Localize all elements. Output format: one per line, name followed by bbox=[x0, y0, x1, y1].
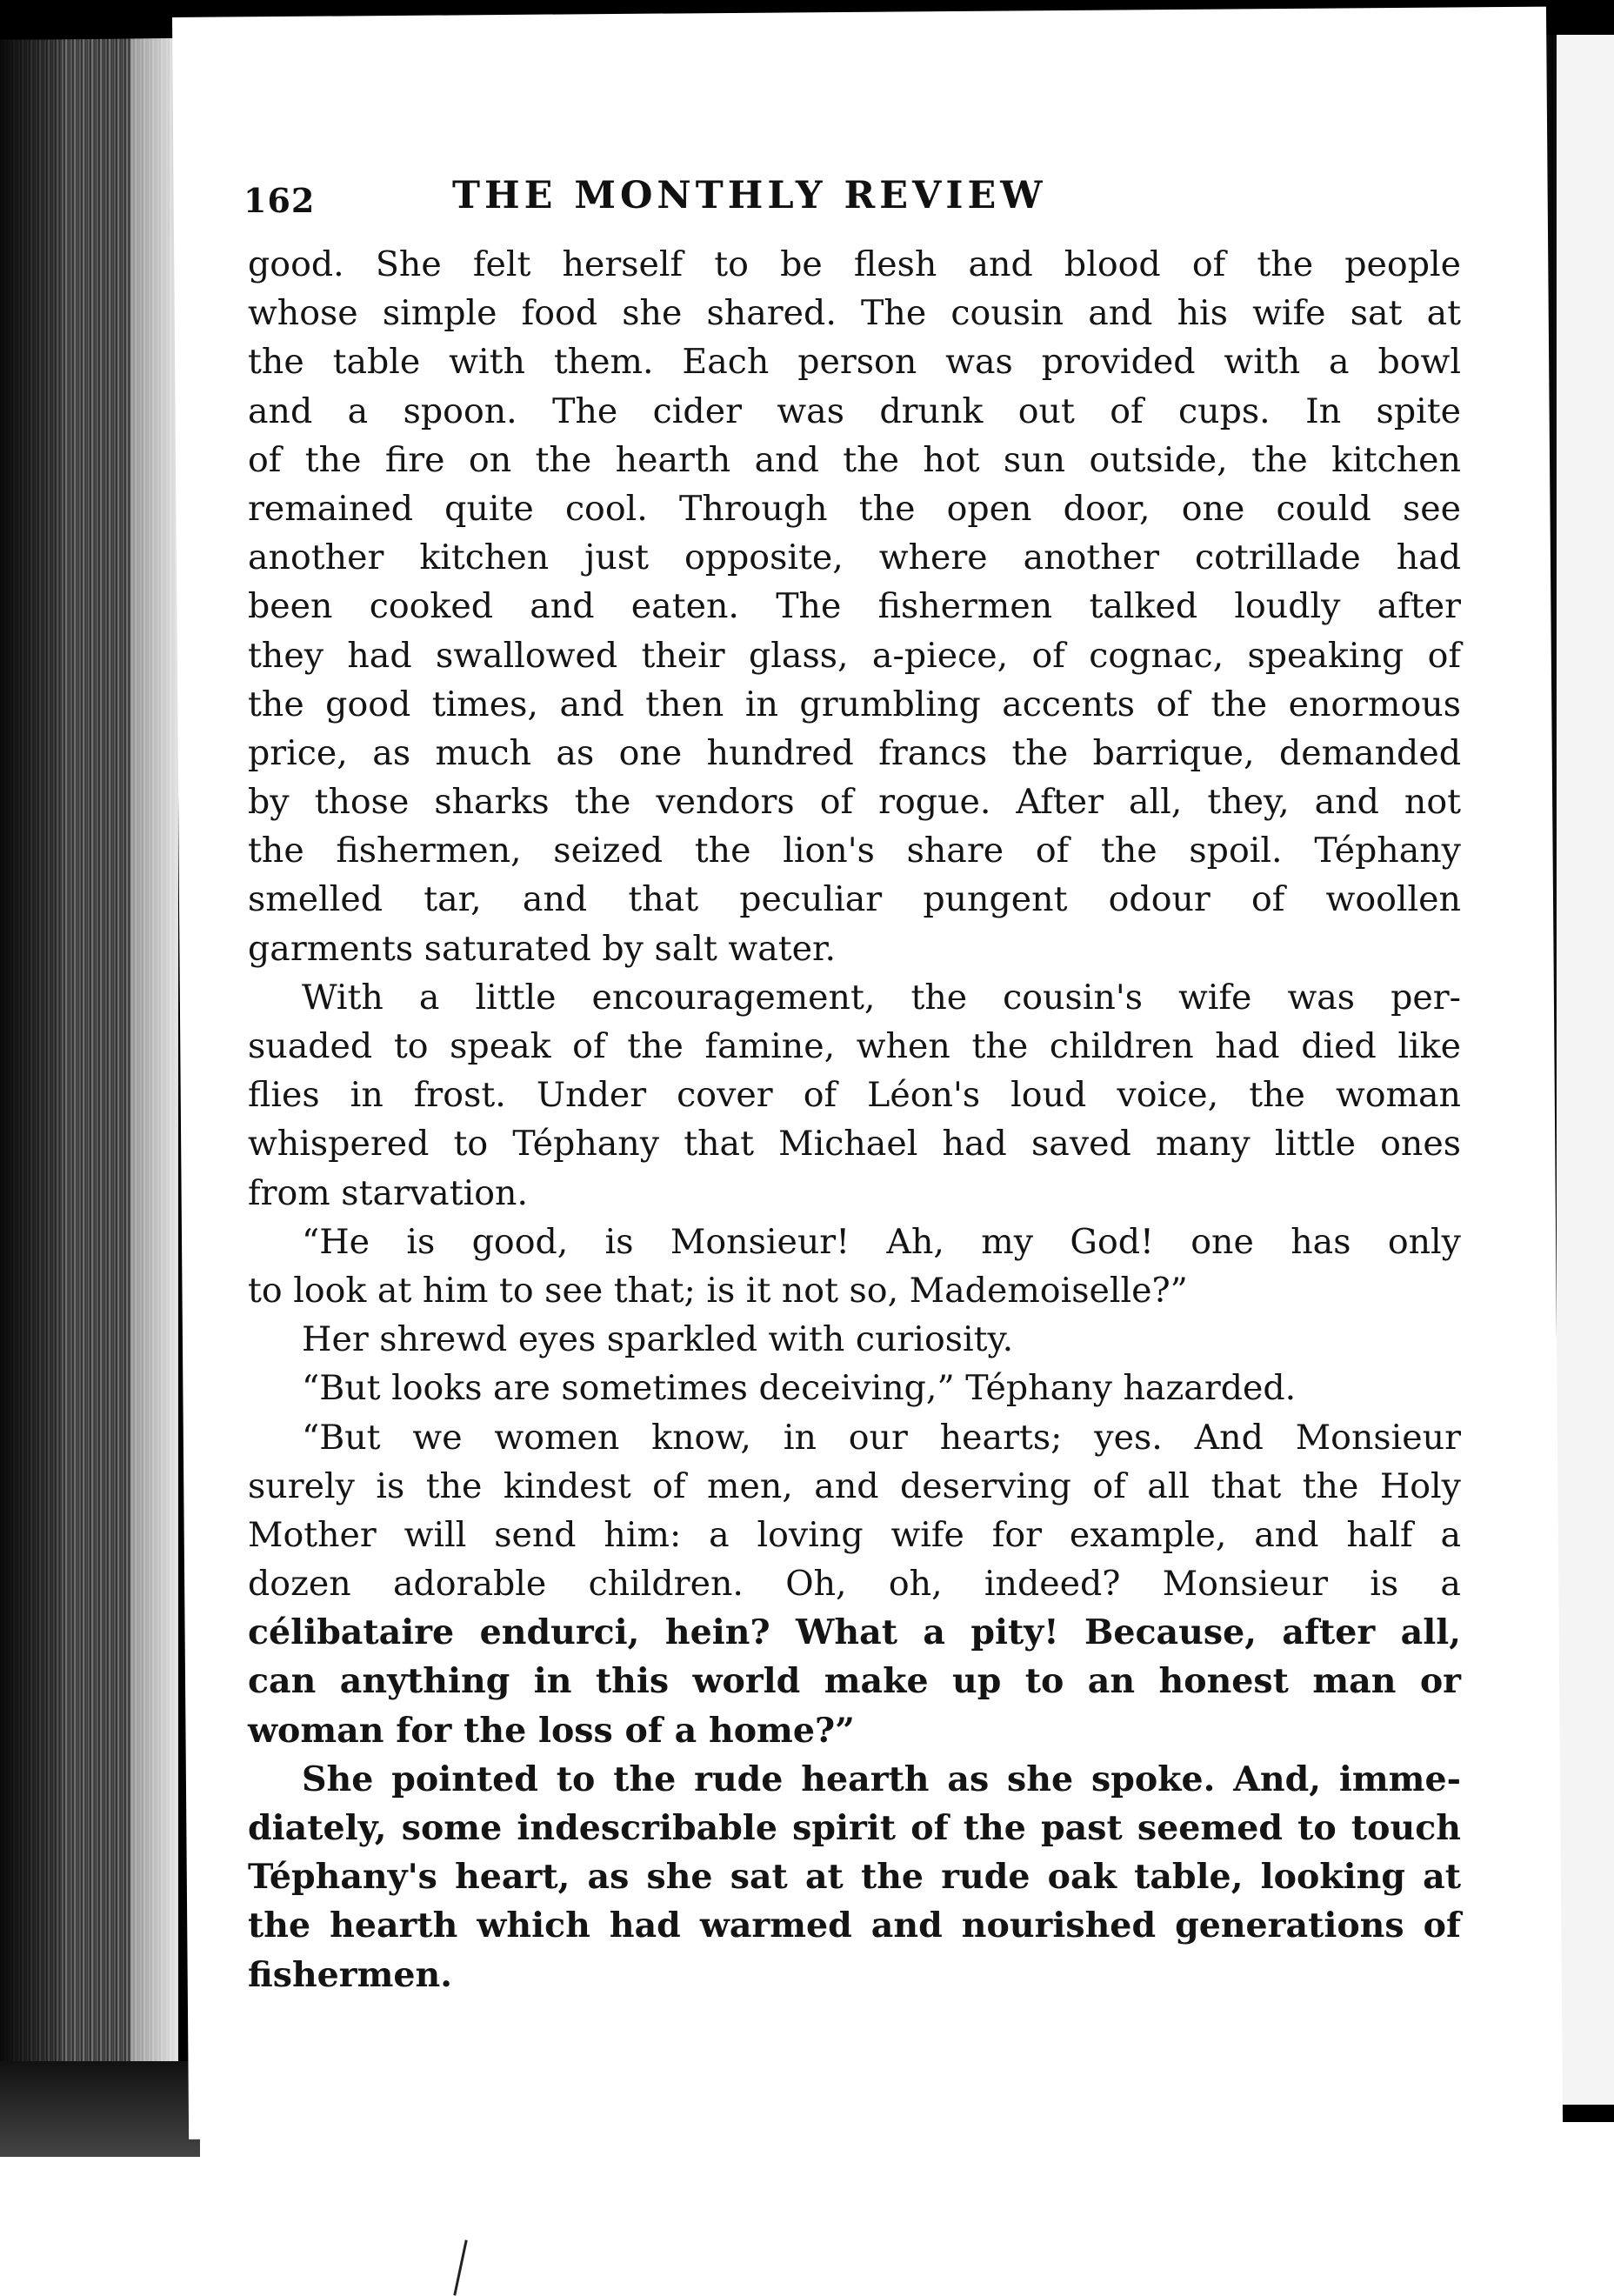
text-line: fishermen. bbox=[248, 1954, 453, 1995]
text-line: flies in frost. Under cover of Léon's loud voice, the woman bbox=[248, 1075, 1461, 1116]
text-line: dozen adorable children. Oh, oh, indeed? Monsieur is a bbox=[248, 1564, 1461, 1605]
text-line: the good times, and then in grumbling accents of the enormous bbox=[248, 684, 1461, 724]
book-bottom-edge bbox=[0, 2061, 200, 2157]
text-line: “He is good, is Monsieur! Ah, my God! one has only bbox=[302, 1221, 1461, 1262]
text-line: diately, some indescribable spirit of the past seemed to touch bbox=[248, 1808, 1461, 1848]
text-line: to look at him to see that; is it not so, Mademoiselle?” bbox=[248, 1270, 1188, 1311]
text-line: the fishermen, seized the lion's share of the spoil. Téphany bbox=[248, 831, 1461, 871]
text-line: of the fire on the hearth and the hot sun outside, the kitchen bbox=[248, 439, 1461, 480]
text-line: Her shrewd eyes sparkled with curiosity. bbox=[302, 1319, 1014, 1360]
text-line: by those sharks the vendors of rogue. After all, they, and not bbox=[248, 782, 1461, 823]
text-line: woman for the loss of a home?” bbox=[248, 1710, 855, 1751]
text-line: the table with them. Each person was provided with a bowl bbox=[248, 342, 1461, 383]
text-line: Mother will send him: a loving wife for example, and half a bbox=[248, 1514, 1461, 1555]
text-line: been cooked and eaten. The fishermen talked loudly after bbox=[248, 586, 1461, 627]
running-head bbox=[243, 174, 1444, 226]
text-line: from starvation. bbox=[248, 1172, 529, 1213]
text-line: and a spoon. The cider was drunk out of cups. In spite bbox=[248, 390, 1461, 431]
text-line: “But we women know, in our hearts; yes. And Monsieur bbox=[302, 1417, 1461, 1458]
journal-title: THE MONTHLY REVIEW bbox=[452, 174, 1047, 217]
text-line: célibataire endurci, hein? What a pity! Because, after all, bbox=[248, 1612, 1461, 1653]
text-line: Téphany's heart, as she sat at the rude oak table, looking at bbox=[248, 1857, 1461, 1898]
page-number: 162 bbox=[243, 181, 316, 220]
text-line: remained quite cool. Through the open door, one could see bbox=[248, 488, 1461, 529]
text-line: they had swallowed their glass, a-piece, of cognac, speaking of bbox=[248, 635, 1461, 676]
text-line: can anything in this world make up to an honest man or bbox=[248, 1661, 1461, 1702]
facing-page-edge bbox=[1557, 35, 1614, 2105]
text-line: the hearth which had warmed and nourished generations of bbox=[248, 1906, 1461, 1946]
text-line: another kitchen just opposite, where another cotrillade had bbox=[248, 537, 1461, 578]
left-shadow bbox=[0, 39, 61, 2066]
text-line: surely is the kindest of men, and deserving of all that the Holy bbox=[248, 1465, 1461, 1506]
text-line: She pointed to the rude hearth as she spoke. And, imme- bbox=[302, 1759, 1461, 1799]
bottom-margin bbox=[0, 2122, 1614, 2296]
text-line: smelled tar, and that peculiar pungent odour of woollen bbox=[248, 879, 1461, 920]
text-line: price, as much as one hundred francs the barrique, demanded bbox=[248, 732, 1461, 773]
text-line: garments saturated by salt water. bbox=[248, 928, 837, 969]
text-line: “But looks are sometimes deceiving,” Téphany hazarded. bbox=[302, 1368, 1297, 1409]
text-line: whose simple food she shared. The cousin and his wife sat at bbox=[248, 293, 1461, 334]
text-line: good. She felt herself to be flesh and blood of the people bbox=[248, 244, 1461, 284]
text-line: With a little encouragement, the cousin's wife was per- bbox=[302, 977, 1461, 1018]
text-line: whispered to Téphany that Michael had saved many little ones bbox=[248, 1124, 1461, 1165]
body-text bbox=[248, 240, 1461, 1999]
text-line: suaded to speak of the famine, when the children had died like bbox=[248, 1026, 1461, 1066]
